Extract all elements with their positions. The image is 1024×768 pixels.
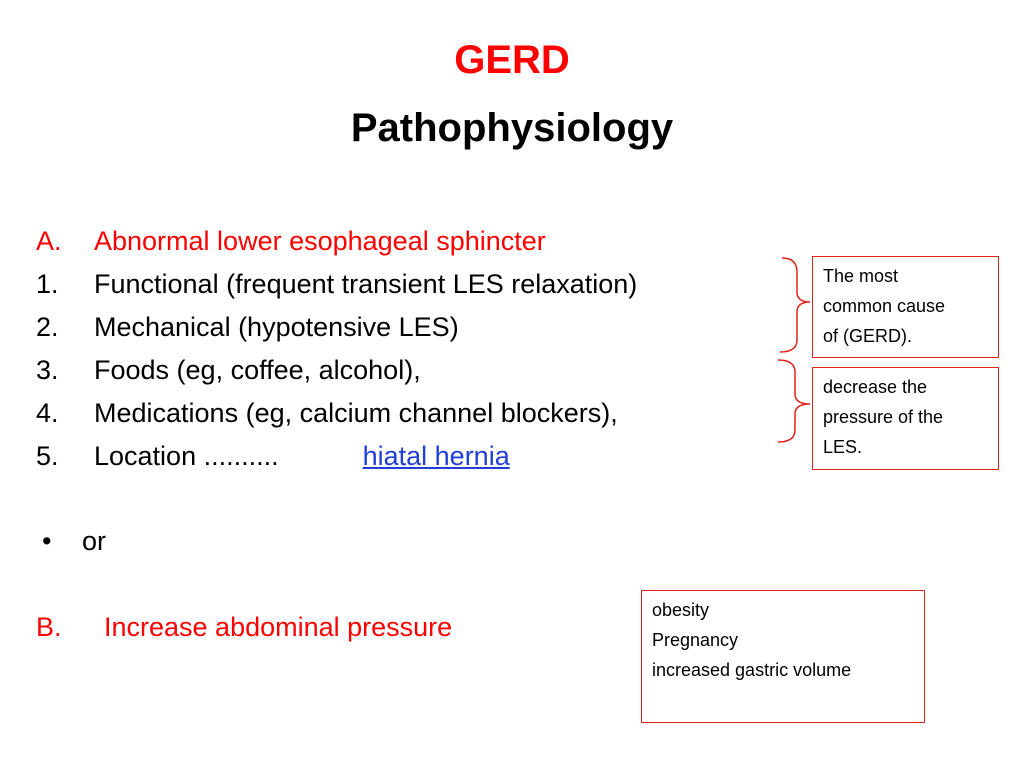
note-line: LES. — [823, 437, 863, 457]
note-most-common — [812, 256, 999, 358]
list-item-marker: 3. — [36, 355, 59, 385]
note-decrease-pressure — [812, 367, 999, 470]
note-line: of (GERD). — [823, 326, 913, 346]
list-item-marker: 1. — [36, 269, 59, 299]
bullet-text: or — [82, 526, 107, 556]
list-item-marker: 5. — [36, 441, 59, 471]
list-item-marker: 2. — [36, 312, 59, 342]
list-item-text: Functional (frequent transient LES relaxation) — [94, 269, 638, 299]
section-a-marker: A. — [36, 226, 62, 256]
note-line: common cause — [823, 296, 946, 316]
title-pathophysiology: Pathophysiology — [350, 106, 674, 150]
list-item-text: Mechanical (hypotensive LES) — [94, 312, 459, 342]
note-line: decrease the — [823, 377, 928, 397]
title-gerd: GERD — [454, 38, 570, 82]
bullet-symbol: • — [42, 526, 52, 556]
hiatal-hernia-link[interactable]: hiatal hernia — [362, 441, 510, 471]
note-line: obesity — [652, 600, 710, 620]
brace-decrease — [778, 360, 810, 442]
brace-most-common — [780, 258, 810, 352]
list-item-text: Location .......... — [94, 441, 279, 471]
section-b-marker: B. — [36, 612, 62, 642]
note-abdominal-causes — [641, 590, 925, 723]
note-line: pressure of the — [823, 407, 944, 427]
note-line: increased gastric volume — [652, 660, 852, 680]
note-line: Pregnancy — [652, 630, 739, 650]
list-item-marker: 4. — [36, 398, 59, 428]
section-b-text: Increase abdominal pressure — [104, 612, 453, 642]
note-line: The most — [823, 266, 899, 286]
section-a-text: Abnormal lower esophageal sphincter — [94, 226, 546, 256]
list-item-text: Foods (eg, coffee, alcohol), — [94, 355, 421, 385]
list-item-text: Medications (eg, calcium channel blockers), — [94, 398, 618, 428]
